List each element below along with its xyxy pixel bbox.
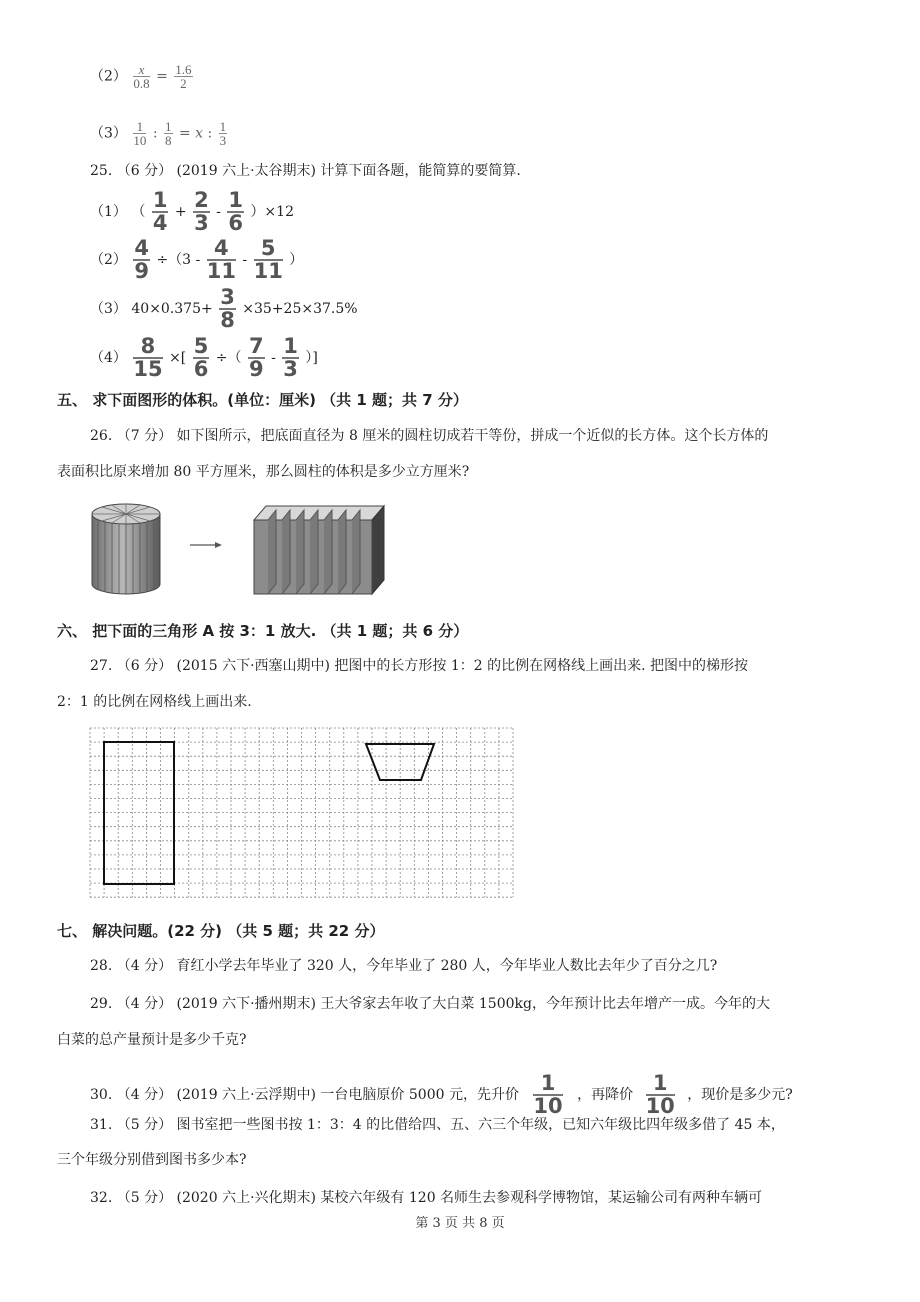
fraction: $\frac{2}{3}$ [194, 188, 209, 235]
fraction: $\frac{1}{8}$ [165, 119, 172, 148]
q29-line-2: 白菜的总产量预计是多少千克? [57, 1032, 247, 1048]
fraction: $\frac{1}{3}$ [283, 334, 298, 381]
fraction: $\frac{1}{3}$ [219, 119, 227, 148]
fraction: $\frac{1}{6}$ [228, 188, 243, 235]
fraction: $\frac{x}{0.8}$ [133, 62, 150, 91]
q25-question: 25. （6 分） (2019 六上·太谷期末) 计算下面各题，能简算的要简算. [90, 163, 521, 179]
q26-line-1: 26. （7 分） 如下图所示，把底面直径为 8 厘米的圆柱切成若干等份，拼成一个近似的长方体。这个长方体的 [90, 428, 769, 444]
q30-question: 30. （4 分） (2019 六上·云浮期中) 一台电脑原价 5000 元，先升价 $\frac{1}{10}$ ，再降价 $\frac{1}{10}$ ，现价是多少元? [90, 1071, 793, 1118]
cylinder-cuboid-figure [88, 500, 388, 600]
q26-line-2: 表面积比原来增加 80 平方厘米，那么圆柱的体积是多少立方厘米? [57, 464, 470, 480]
dotted-grid [90, 728, 513, 897]
q32-line-1: 32. （5 分） (2020 六上·兴化期末) 某校六年级有 120 名师生去参观科学博物馆，某运输公司有两种车辆可 [90, 1190, 763, 1206]
arrow-icon [190, 542, 222, 548]
fraction: $\frac{4}{9}$ [134, 236, 149, 283]
section-heading: 五、 求下面图形的体积。(单位：厘米) （共 1 题；共 7 分） [57, 391, 468, 409]
cuboid [254, 506, 384, 594]
fraction: $\frac{8}{15}$ [133, 334, 163, 381]
section-heading: 六、 把下面的三角形 A 按 3：1 放大. （共 1 题；共 6 分） [57, 622, 469, 640]
q25-part-4: （4） $\frac{8}{15}$ ×[ $\frac{5}{6}$ ÷（ $\frac{7}{9}$ - $\frac{1}{3}$ ）] [90, 334, 318, 381]
q24-part-3: （3） $\frac{1}{10}$ : $\frac{1}{8}$ = x : $\frac{1}{3}$ [90, 119, 227, 148]
fraction: $\frac{1}{10}$ [533, 1071, 563, 1118]
q27-line-1: 27. （6 分） (2015 六下·西塞山期中) 把图中的长方形按 1：2 的比例在网格线上画出来. 把图中的梯形按 [90, 658, 749, 674]
q24-part-2: （2） $\frac{x}{0.8}$ = $\frac{1.6}{2}$ [90, 62, 192, 91]
fraction: $\frac{1}{10}$ [133, 119, 147, 148]
fraction: $\frac{3}{8}$ [220, 285, 235, 332]
grid-figure [88, 726, 524, 902]
q25-part-3: （3） 40×0.375+ $\frac{3}{8}$ ×35+25×37.5% [90, 285, 358, 332]
q31-line-2: 三个年级分别借到图书多少本? [57, 1152, 247, 1168]
q31-line-1: 31. （5 分） 图书室把一些图书按 1：3：4 的比借给四、五、六三个年级，已知六年级比四年级多借了 45 本， [90, 1117, 785, 1133]
cylinder [92, 504, 160, 594]
fraction: $\frac{1}{10}$ [645, 1071, 675, 1118]
q28-question: 28. （4 分） 育红小学去年毕业了 320 人，今年毕业了 280 人，今年毕业人数比去年少了百分之几? [90, 958, 718, 974]
q27-line-2: 2：1 的比例在网格线上画出来. [57, 694, 252, 710]
fraction: $\frac{4}{11}$ [206, 236, 236, 283]
fraction: $\frac{1}{4}$ [152, 188, 168, 235]
page-footer: 第 3 页 共 8 页 [415, 1216, 505, 1231]
q29-line-1: 29. （4 分） (2019 六下·播州期末) 王大爷家去年收了大白菜 1500kg，今年预计比去年增产一成。今年的大 [90, 996, 770, 1012]
fraction: $\frac{5}{6}$ [193, 334, 209, 381]
q25-part-1: （1） （ $\frac{1}{4}$ + $\frac{2}{3}$ - $\frac{1}{6}$ ）×12 [90, 188, 294, 235]
fraction: $\frac{1.6}{2}$ [175, 62, 192, 91]
q25-part-2: （2） $\frac{4}{9}$ ÷（3 - $\frac{4}{11}$ - $\frac{5}{11}$ ） [90, 236, 304, 283]
fraction: $\frac{7}{9}$ [248, 334, 264, 381]
fraction: $\frac{5}{11}$ [253, 236, 283, 283]
section-heading: 七、 解决问题。(22 分) （共 5 题；共 22 分） [57, 922, 385, 940]
